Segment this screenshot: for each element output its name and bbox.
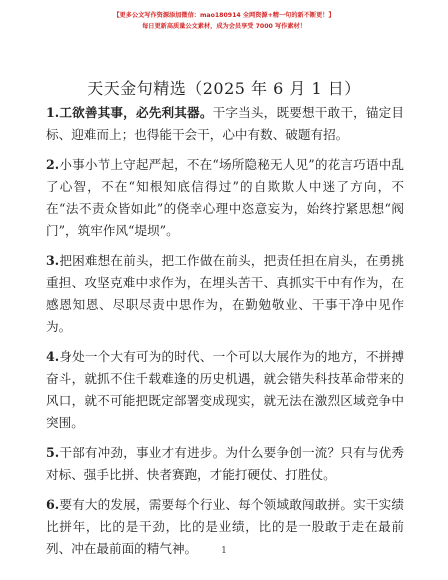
paragraph-lead: 3. — [46, 253, 60, 268]
document-title: 天天金句精选（2025 年 6 月 1 日） — [87, 79, 361, 98]
promo-banner — [0, 10, 448, 32]
document-body — [46, 102, 404, 568]
paragraph-text: 身处一个大有可为的时代、一个可以大展作为的地方，不拼搏奋斗，就抓不住千载难逢的历史机遇，就会错失科技革命带来的风口，就不可能把既定部署变成现实，就无法在激烈区域竞争中突围。 — [46, 349, 404, 430]
paragraph-lead: 5. — [46, 445, 60, 460]
paragraph-text: 干字当头，既要想干敢干，锚定目标、迎难而上；也得能干会干，心中有数、破题有招。 — [46, 105, 404, 142]
paragraph-4 — [46, 346, 404, 434]
paragraph-1 — [46, 102, 404, 146]
paragraph-lead: 2. — [46, 157, 60, 172]
paragraph-2 — [46, 154, 404, 242]
paragraph-text: 干部有冲劲，事业才有进步。为什么要争创一流？只有与优秀对标、强手比拼、快者赛跑，才能打硬仗、打胜仗。 — [46, 445, 404, 482]
paragraph-lead: 4. — [46, 349, 60, 364]
promo-banner-line-1: 【更多公文写作资源添加微信：mao180914 全网资源+精一句的新不断更！】 — [113, 12, 335, 19]
paragraph-lead: 1.工欲善其事，必先利其器。 — [46, 105, 213, 120]
paragraph-text: 小事小节上守起严起，不在“场所隐秘无人见”的花言巧语中乱了心智，不在“知根知底信得过”的自欺欺人中迷了方向，不在“法不责众皆如此”的侥幸心理中恣意妄为，始终拧紧思想“阀门”，筑牢作风“堤坝”。 — [46, 157, 404, 238]
page-number: 1 — [221, 546, 227, 556]
paragraph-lead: 6. — [46, 497, 60, 512]
paragraph-text: 把困难想在前头，把工作做在前头，把责任担在肩头，在勇挑重担、攻坚克难中求作为，在埋头苦干、真抓实干中有作为，在感恩知恩、尽职尽责中思作为，在勤勉敬业、干事干净中见作为。 — [46, 253, 404, 334]
paragraph-5 — [46, 442, 404, 486]
paragraph-3 — [46, 250, 404, 338]
promo-banner-line-2: 每日更新高质量公文素材，成为会员享受 7000 写作素材！ — [142, 23, 306, 30]
paragraph-text: 要有大的发展，需要每个行业、每个领域敢闯敢拼。实干实绩比拼年，比的是干劲，比的是业绩，比的是一股敢于走在最前列、冲在最前面的精气神。 — [46, 497, 404, 556]
